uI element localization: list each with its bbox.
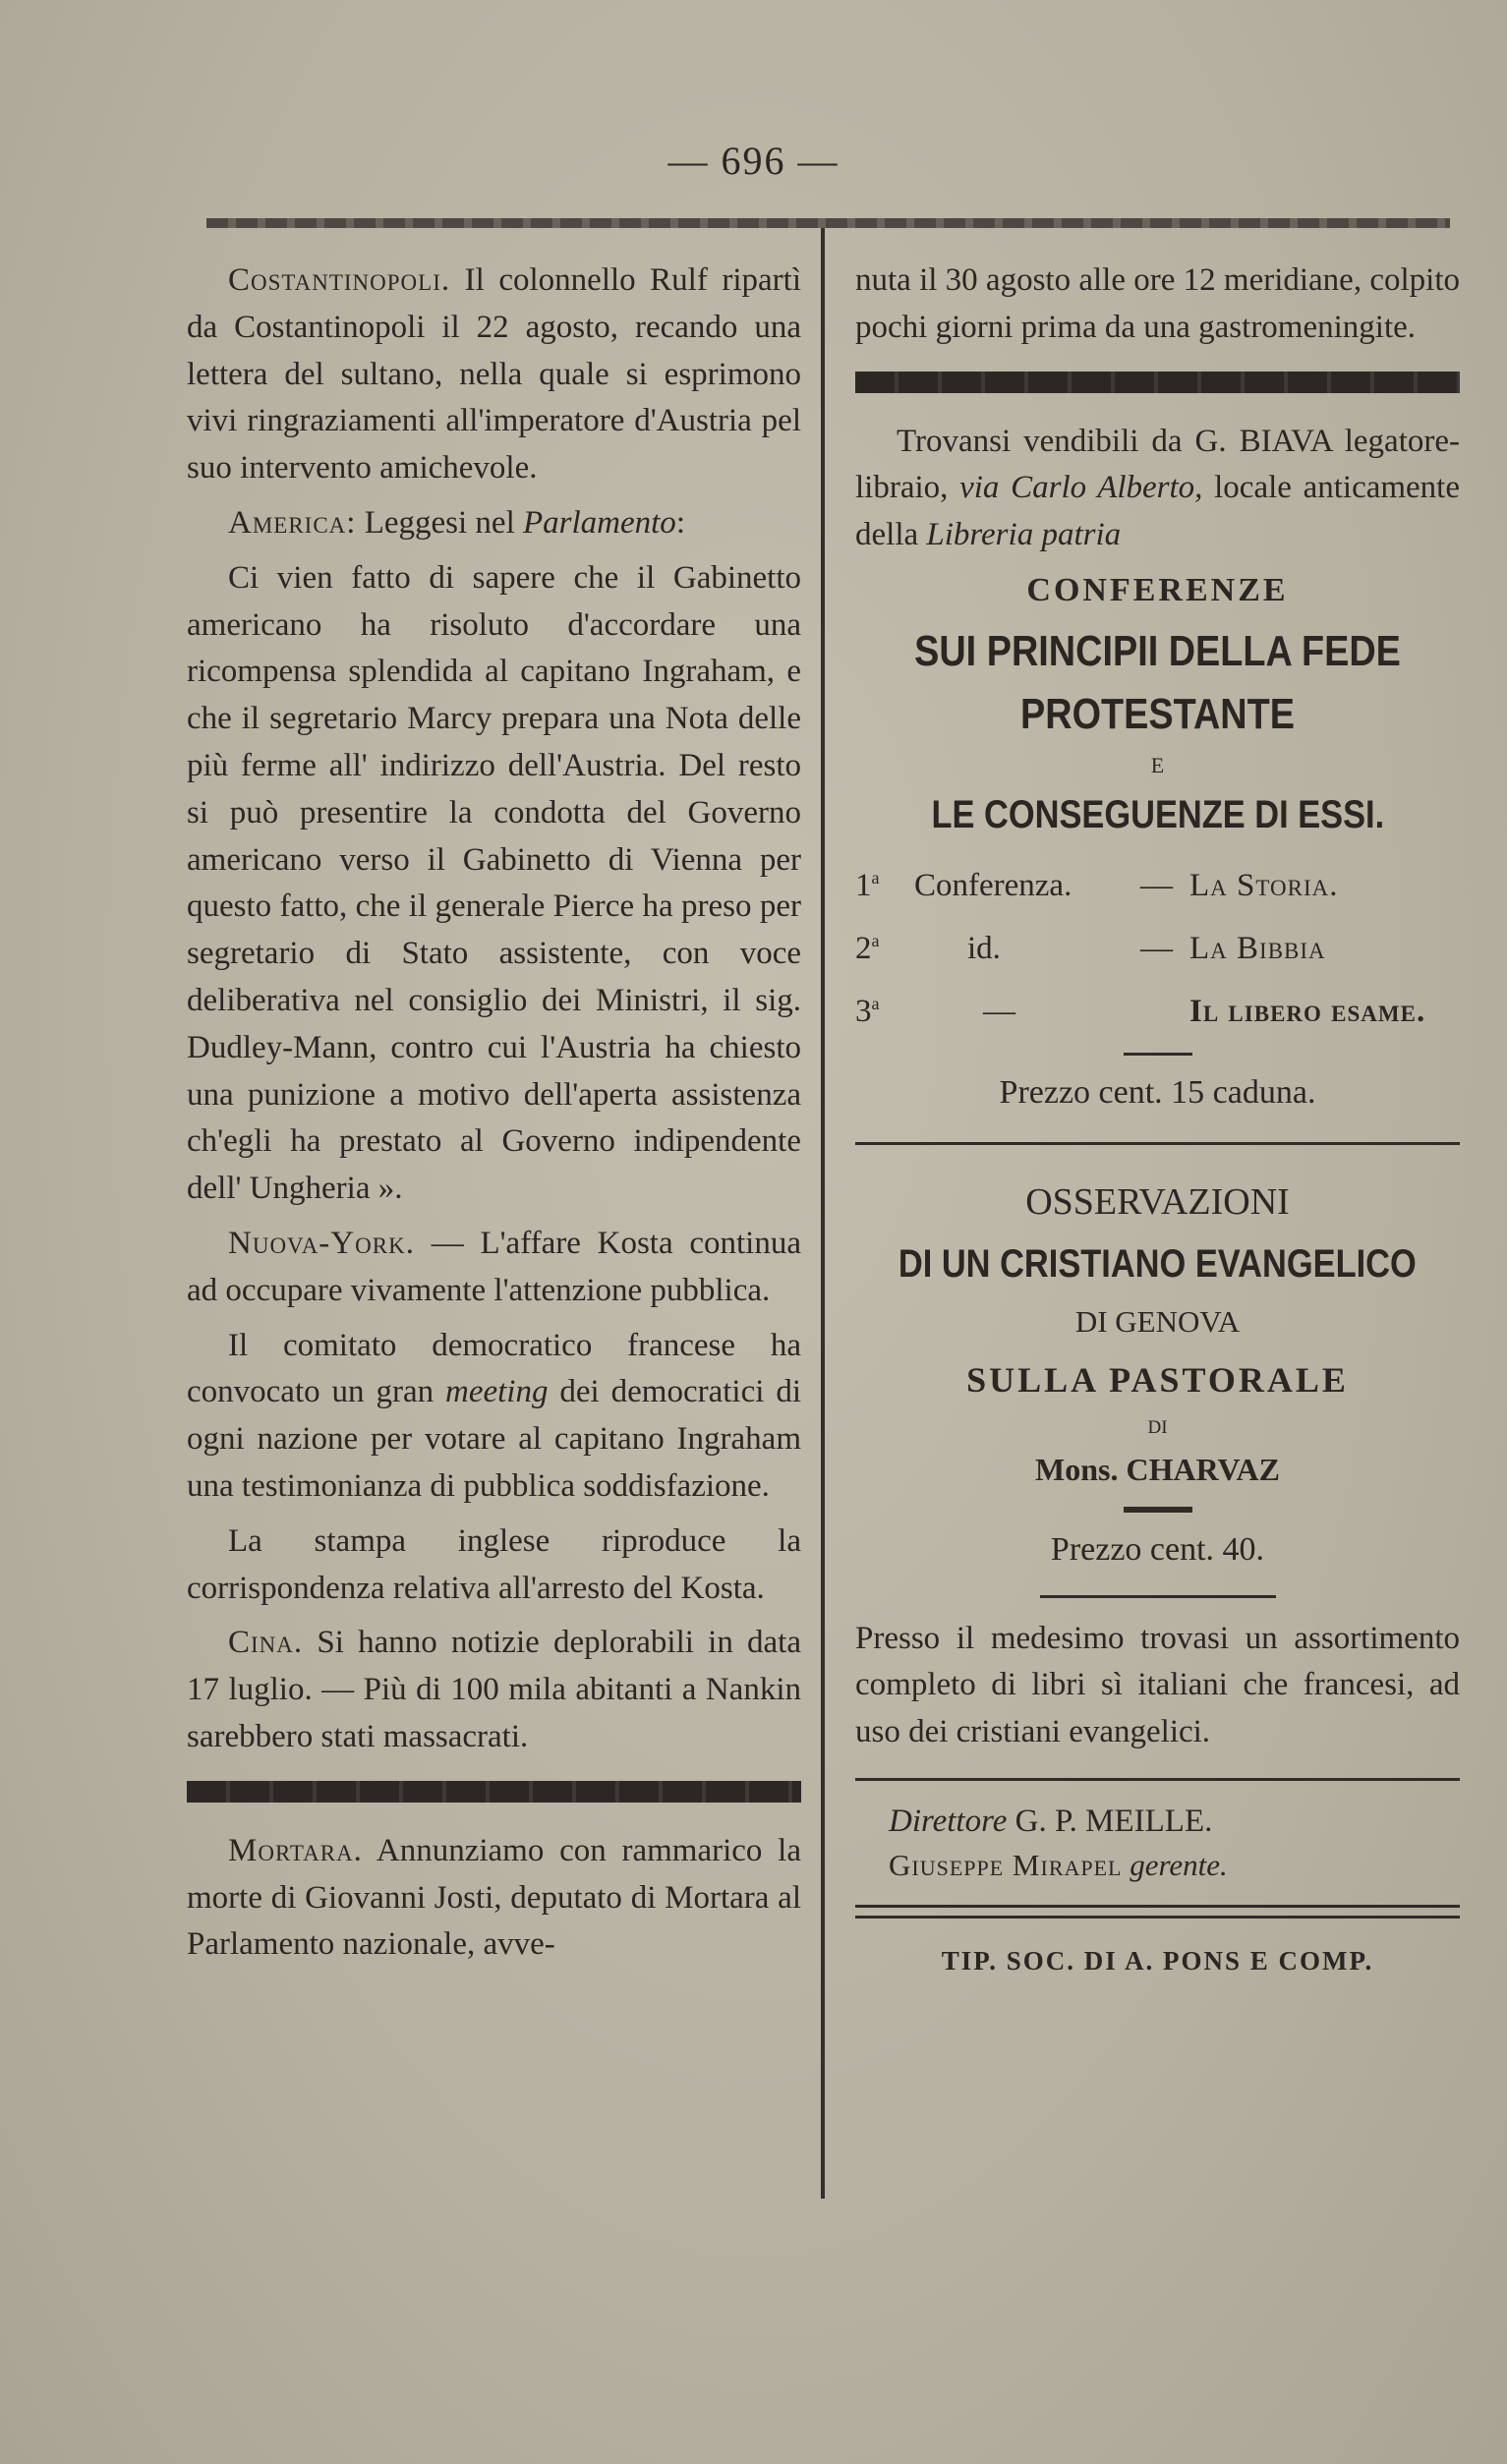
mortara-head: Mortara. [228,1832,363,1868]
ad2-title-cristiano-text: DI UN CRISTIANO EVANGELICO [898,1241,1417,1286]
conference-3 [855,976,1460,1039]
ad2-title-di: DI [1147,1416,1168,1438]
nuova-york-para2-a: Il comitato democratico francese ha convocato un gran [187,1327,801,1410]
printer-imprint: TIP. SOC. DI A. PONS E COMP. [941,1945,1374,1976]
costantinopoli-text: Il colonnello Rulf ripartì da Costantinopoli il 22 agosto, recando una lettera del sultano, nella quale si esprimono vivi ringraziamenti all'imperatore d'Austria pel suo intervento amichevole. [187,262,801,487]
ad1-price: Prezzo cent. 15 caduna. [999,1073,1316,1111]
america-text: Ci vien fatto di sapere che il Gabinetto americano ha risoluto d'accordare una ricompensa splendida al capitano Ingraham, e che il segretario Marcy prepara una Nota delle più ferme all' indirizzo dell'Austria. Del resto si può presentire la condotta del Governo americano verso il Gabinetto di Vienna per questo fatto, che il generale Pierce ha preso per segretario di Stato assistente, con voce deliberativa nel consiglio dei Ministri, il sig. Dudley-Mann, contro cui l'Austria ha chiesto una punizione a motivo dell'aperta assistenza ch'egli ha prestato al Governo indipendente dell' Ungheria ». [187,559,801,1207]
director-name: G. P. MEILLE. [1014,1803,1213,1839]
nuova-york-text: — L'affare Kosta continua ad occupare vivamente l'attenzione pubblica. [187,1225,802,1308]
ad1-title-conferenze: CONFERENZE [1026,571,1289,608]
conference-3-title: Il libero esame. [1189,993,1426,1029]
ad1-address: via Carlo Alberto, [959,470,1203,506]
nuova-york-para3: La stampa inglese riproduce la corrispondenza relativa all'arresto del Kosta. [187,1522,801,1606]
conference-2-sup: a [871,930,880,950]
conference-2-label: id. [967,930,1001,966]
ad1-title-principii [855,620,1460,746]
conference-1-num: 1 [855,867,872,903]
meeting-word: meeting [445,1374,549,1410]
conference-list [855,850,1460,1039]
director-label: Direttore [889,1803,1008,1839]
conference-2 [855,913,1460,976]
conference-2-title: La Bibbia [1189,930,1326,966]
printer-rule [855,1905,1460,1919]
mortara-text: Annunziamo con rammarico la morte di Giovanni Josti, deputato di Mortara al Parlamento nazionale, avve- [187,1832,801,1963]
cina-article [187,1620,801,1760]
conference-3-number [855,976,914,1039]
ad1-title-principii-text: SUI PRINCIPII DELLA FEDE PROTESTANTE [914,626,1401,738]
conference-3-num: 3 [855,993,872,1029]
conference-1-title: La Storia. [1189,867,1339,903]
costantinopoli-article [187,258,801,492]
left-column [187,258,801,1977]
ad1-title-conseguenze [855,785,1460,844]
header-rule [206,218,1450,228]
ad2-small-rule [1124,1507,1192,1513]
ad1-shop: Libreria patria [926,517,1122,553]
ad1-title-e: E [1150,752,1165,777]
ad1-intro [855,419,1460,559]
manager-line [855,1844,1460,1887]
conference-2-number [855,913,914,976]
conference-1-dash: — [1140,867,1173,903]
conference-1 [855,850,1460,913]
ad1-title-conseguenze-text: LE CONSEGUENZE DI ESSI. [931,792,1384,836]
nuova-york-para2-b: dei democratici di ogni nazione per votare al capitano Ingraham una testimonianza di pubblica soddisfazione. [187,1374,801,1504]
manager-name: Giuseppe Mirapel [889,1847,1123,1882]
column-divider [821,228,825,2199]
right-column [855,258,1460,1985]
nuova-york-head: Nuova-York. [228,1225,415,1261]
ad2-title-charvaz: Mons. CHARVAZ [1035,1451,1280,1487]
mortara-article [187,1828,801,1969]
ad2-title-cristiano [855,1233,1460,1294]
america-intro [187,500,801,547]
footer-rule [855,1778,1460,1781]
conference-2-num: 2 [855,930,872,966]
nuova-york-para2 [187,1323,801,1511]
america-colon: : [675,504,685,541]
mortara-continuation: nuta il 30 agosto alle ore 12 meridiane, colpito pochi giorni prima da una gastromeningite. [855,262,1460,345]
ad2-title-pastorale: SULLA PASTORALE [966,1359,1349,1400]
america-lead: Leggesi nel [364,504,515,541]
ad1-intro-b: locale anticamente della [855,470,1460,553]
nuova-york-article [187,1221,801,1315]
conference-3-sup: a [871,993,880,1013]
page-number: — 696 — [667,139,840,183]
cina-head: Cina. [228,1625,304,1661]
costantinopoli-head: Costantinopoli. [228,262,451,298]
ad-rule [855,372,1460,393]
ad2-price: Prezzo cent. 40. [1050,1530,1265,1568]
ad1-small-rule [1124,1053,1192,1056]
assortment-note: Presso il medesimo trovasi un assortimento completo di libri sì italiani che francesi, ad uso dei cristiani evangelici. [855,1620,1460,1750]
conference-1-number [855,850,914,913]
ad2-title-genova: DI GENOVA [1074,1303,1241,1339]
ad2-dash-rule [1040,1595,1276,1598]
conference-1-label: Conferenza. [914,867,1072,903]
ad-separator [855,1142,1460,1145]
america-head: America: [228,504,357,541]
america-source: Parlamento [522,504,676,541]
ad2-title-osservazioni: OSSERVAZIONI [1025,1180,1290,1223]
conference-1-sup: a [871,867,880,888]
ad1-intro-a: Trovansi vendibili da G. BIAVA legatore-libraio, [855,423,1460,506]
conference-2-dash: — [1140,930,1173,966]
manager-label: gerente. [1130,1847,1228,1882]
section-rule [187,1781,801,1803]
cina-text: Si hanno notizie deplorabili in data 17 luglio. — Più di 100 mila abitanti a Nankin sarebbero stati massacrati. [187,1625,801,1754]
conference-3-label: — [983,993,1015,1029]
director-line [855,1799,1460,1844]
